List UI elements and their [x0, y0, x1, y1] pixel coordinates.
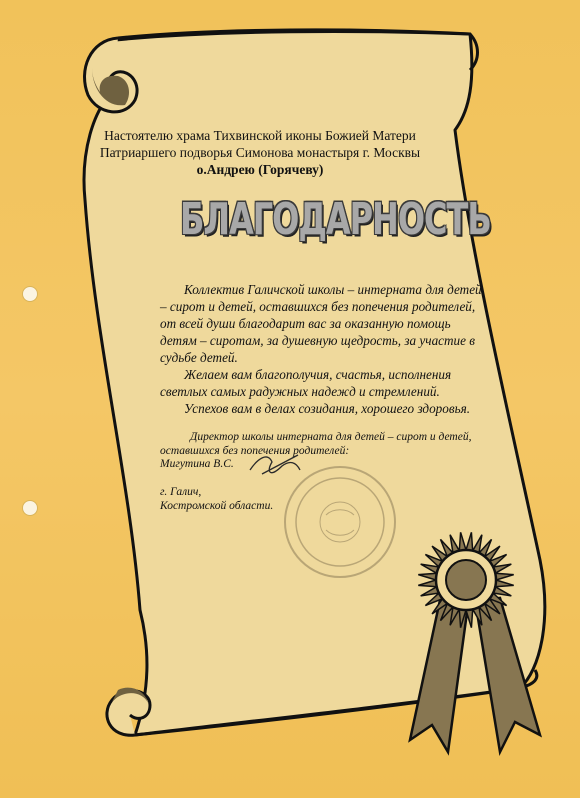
signature-block — [160, 431, 500, 472]
location-city: г. Галич, — [160, 486, 202, 498]
body-paragraph-3: Успехов вам в делах созидания, хорошего здоровья. — [184, 401, 471, 416]
body-paragraph-1: Коллектив Галичской школы – интерната для детей – сирот и детей, оставшихся без попечения родителей, от всей души благодарит вас за оказанную помощь детям – сиротам, за душевную щедрость, за участие в судьбе детей. — [160, 282, 482, 365]
addressee-line-2: Патриаршего подворья Симонова монастыря г. Москвы — [99, 145, 421, 160]
signatory-name: Мигутина В.С. — [160, 458, 234, 470]
location-block — [160, 485, 360, 513]
rosette-center — [446, 560, 486, 600]
gratitude-text — [160, 281, 490, 417]
body-paragraph-2: Желаем вам благополучия, счастья, исполнения светлых самых радужных надежд и стремлений. — [160, 367, 452, 399]
signature-title-line-1: Директор школы интерната для детей – сирот и детей, — [190, 431, 472, 443]
addressee-block — [90, 127, 430, 178]
addressee-name: о.Андрею (Горячеву) — [196, 162, 324, 177]
location-region: Костромской области. — [160, 500, 274, 512]
signature-title-line-2: оставшихся без попечения родителей: — [160, 444, 350, 457]
addressee-line-1: Настоятелю храма Тихвинской иконы Божией Матери — [104, 128, 416, 143]
document-heading: БЛАГОДАРНОСТЬ — [180, 193, 491, 245]
